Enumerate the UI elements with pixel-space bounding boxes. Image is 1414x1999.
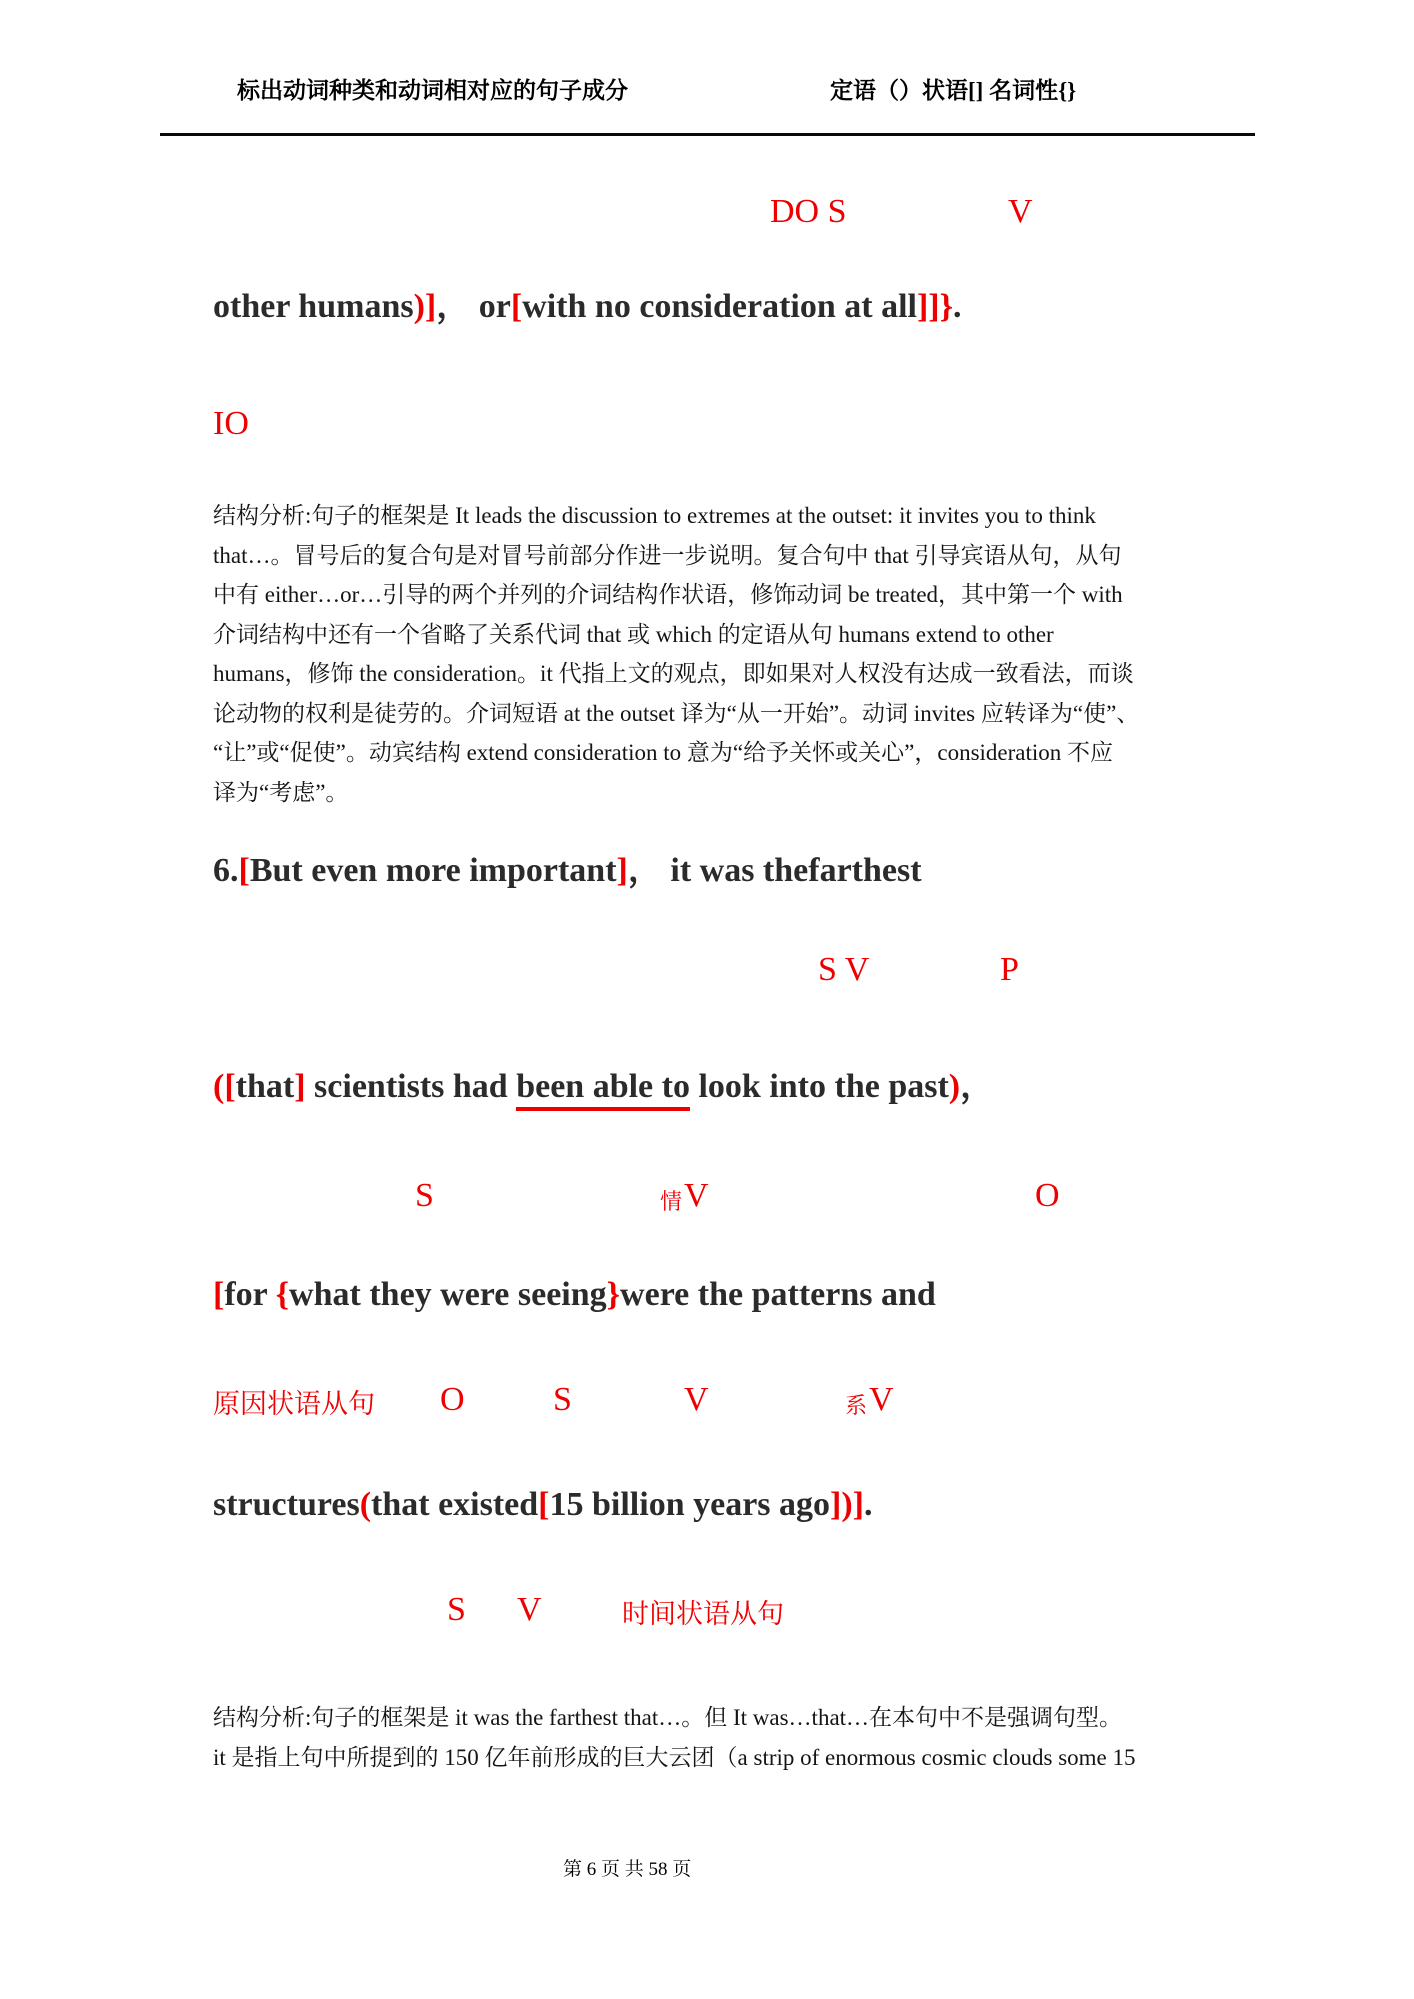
analysis-paragraph-6 <box>213 1698 1253 1777</box>
sentence-text: But even more important <box>249 852 617 889</box>
header-left-title: 标出动词种类和动词相对应的句子成分 <box>237 78 628 103</box>
bracket-marker: [ <box>510 288 523 325</box>
sentence-text: that <box>235 1068 295 1105</box>
sentence-text: 6. <box>213 852 239 889</box>
paragraph-line: humans，修饰 the consideration。it 代指上文的观点，即如果对人权没有达成一致看法，而谈 <box>213 661 1134 686</box>
sentence-text: were the patterns and <box>620 1276 936 1313</box>
grammar-annotation: S <box>553 1381 572 1418</box>
paragraph-line: that…。冒号后的复合句是对冒号前部分作进一步说明。复合句中 that 引导宾语从句，从句 <box>213 542 1122 568</box>
page-number: 第 6 页 共 58 页 <box>563 1859 692 1880</box>
sentence-text: look into the past <box>689 1068 949 1105</box>
sentence-text: ， <box>436 288 471 325</box>
grammar-annotation: V <box>684 1381 709 1418</box>
paragraph-line: “让”或“促使”。动宾结构 extend consideration to 意为“给予关怀或关心”，consideration 不应 <box>213 740 1114 765</box>
grammar-annotation: 情 <box>660 1189 683 1214</box>
sentence-for-what <box>213 1274 936 1316</box>
sentence-text: scientists had <box>305 1068 517 1105</box>
grammar-annotation: V <box>684 1177 709 1214</box>
bracket-marker: [ <box>538 1486 550 1523</box>
sentence-text: other humans <box>213 288 414 325</box>
grammar-annotation: V <box>1008 193 1033 230</box>
grammar-annotation: P <box>1000 951 1019 988</box>
bracket-marker: } <box>606 1276 621 1313</box>
sentence-text: ， <box>960 1068 995 1105</box>
sentence-text: been able to <box>516 1068 690 1111</box>
grammar-annotation: V <box>869 1381 894 1418</box>
bracket-marker: { <box>275 1276 290 1313</box>
sentence-text: for <box>224 1276 276 1313</box>
ann-s-v-p <box>0 950 1414 994</box>
paragraph-line: 结构分析:句子的框架是 it was the farthest that…。但 It was…that…在本句中不是强调句型。 <box>213 1705 1123 1730</box>
paragraph-line: 中有 either…or…引导的两个并列的介词结构作状语，修饰动词 be treated，其中第一个 with <box>213 582 1123 607</box>
heading-sentence-6 <box>213 850 922 892</box>
sentence-other-humans <box>213 286 962 328</box>
header-rule <box>160 133 1255 136</box>
ann-reason-clause <box>0 1380 1414 1424</box>
grammar-annotation: IO <box>213 405 249 442</box>
sentence-text: . <box>953 288 962 325</box>
ann-io <box>0 404 1414 448</box>
sentence-text: what they were seeing <box>289 1276 607 1313</box>
grammar-annotation: S <box>415 1177 434 1214</box>
bracket-marker: ] <box>616 852 628 889</box>
grammar-annotation: 原因状语从句 <box>213 1389 375 1419</box>
bracket-marker: ] <box>294 1068 306 1105</box>
grammar-annotation: O <box>440 1381 465 1418</box>
sentence-text: ， <box>627 852 662 889</box>
grammar-annotation: DO S <box>770 193 847 230</box>
analysis-paragraph-5 <box>213 496 1248 812</box>
sentence-text: or <box>470 288 511 325</box>
sentence-text: it was thefarthest <box>661 852 922 889</box>
grammar-annotation: 系 <box>845 1393 868 1418</box>
sentence-that-scientists <box>213 1066 994 1108</box>
sentence-text: . <box>864 1486 873 1523</box>
header-notation-legend: 定语（）状语[] 名词性{} <box>830 78 1077 103</box>
bracket-marker: ) <box>948 1068 961 1105</box>
bracket-marker: [ <box>213 1276 225 1313</box>
sentence-structures <box>213 1484 873 1526</box>
sentence-text: 15 billion years ago <box>549 1486 831 1523</box>
grammar-annotation: 时间状语从句 <box>622 1599 784 1629</box>
grammar-annotation: V <box>517 1591 542 1628</box>
bracket-marker: [ <box>238 852 250 889</box>
grammar-annotation: O <box>1035 1177 1060 1214</box>
bracket-marker: )] <box>413 288 437 325</box>
ann-s-qing-v-o <box>0 1176 1414 1220</box>
bracket-marker: ]]} <box>916 288 954 325</box>
bracket-marker: ( <box>213 1068 225 1105</box>
paragraph-line: 译为“考虑”。 <box>213 779 349 805</box>
grammar-annotation: S V <box>818 951 870 988</box>
ann-do-s-v <box>0 192 1414 236</box>
paragraph-line: 介词结构中还有一个省略了关系代词 that 或 which 的定语从句 humans extend to other <box>213 621 1054 647</box>
paragraph-line: 论动物的权利是徒劳的。介词短语 at the outset 译为“从一开始”。动词 invites 应转译为“使”、 <box>213 700 1140 726</box>
bracket-marker: ])] <box>830 1486 864 1523</box>
bracket-marker: ( <box>359 1486 372 1523</box>
grammar-annotation: S <box>447 1591 466 1628</box>
sentence-text: with no consideration at all <box>522 288 917 325</box>
bracket-marker: [ <box>224 1068 236 1105</box>
paragraph-line: it 是指上句中所提到的 150 亿年前形成的巨大云团（a strip of enormous cosmic clouds some 15 <box>213 1744 1136 1770</box>
sentence-text: structures <box>213 1486 360 1523</box>
ann-s-v-time-clause <box>0 1590 1414 1634</box>
paragraph-line: 结构分析:句子的框架是 It leads the discussion to extremes at the outset: it invites you to think <box>213 503 1096 528</box>
sentence-text: that existed <box>371 1486 539 1523</box>
